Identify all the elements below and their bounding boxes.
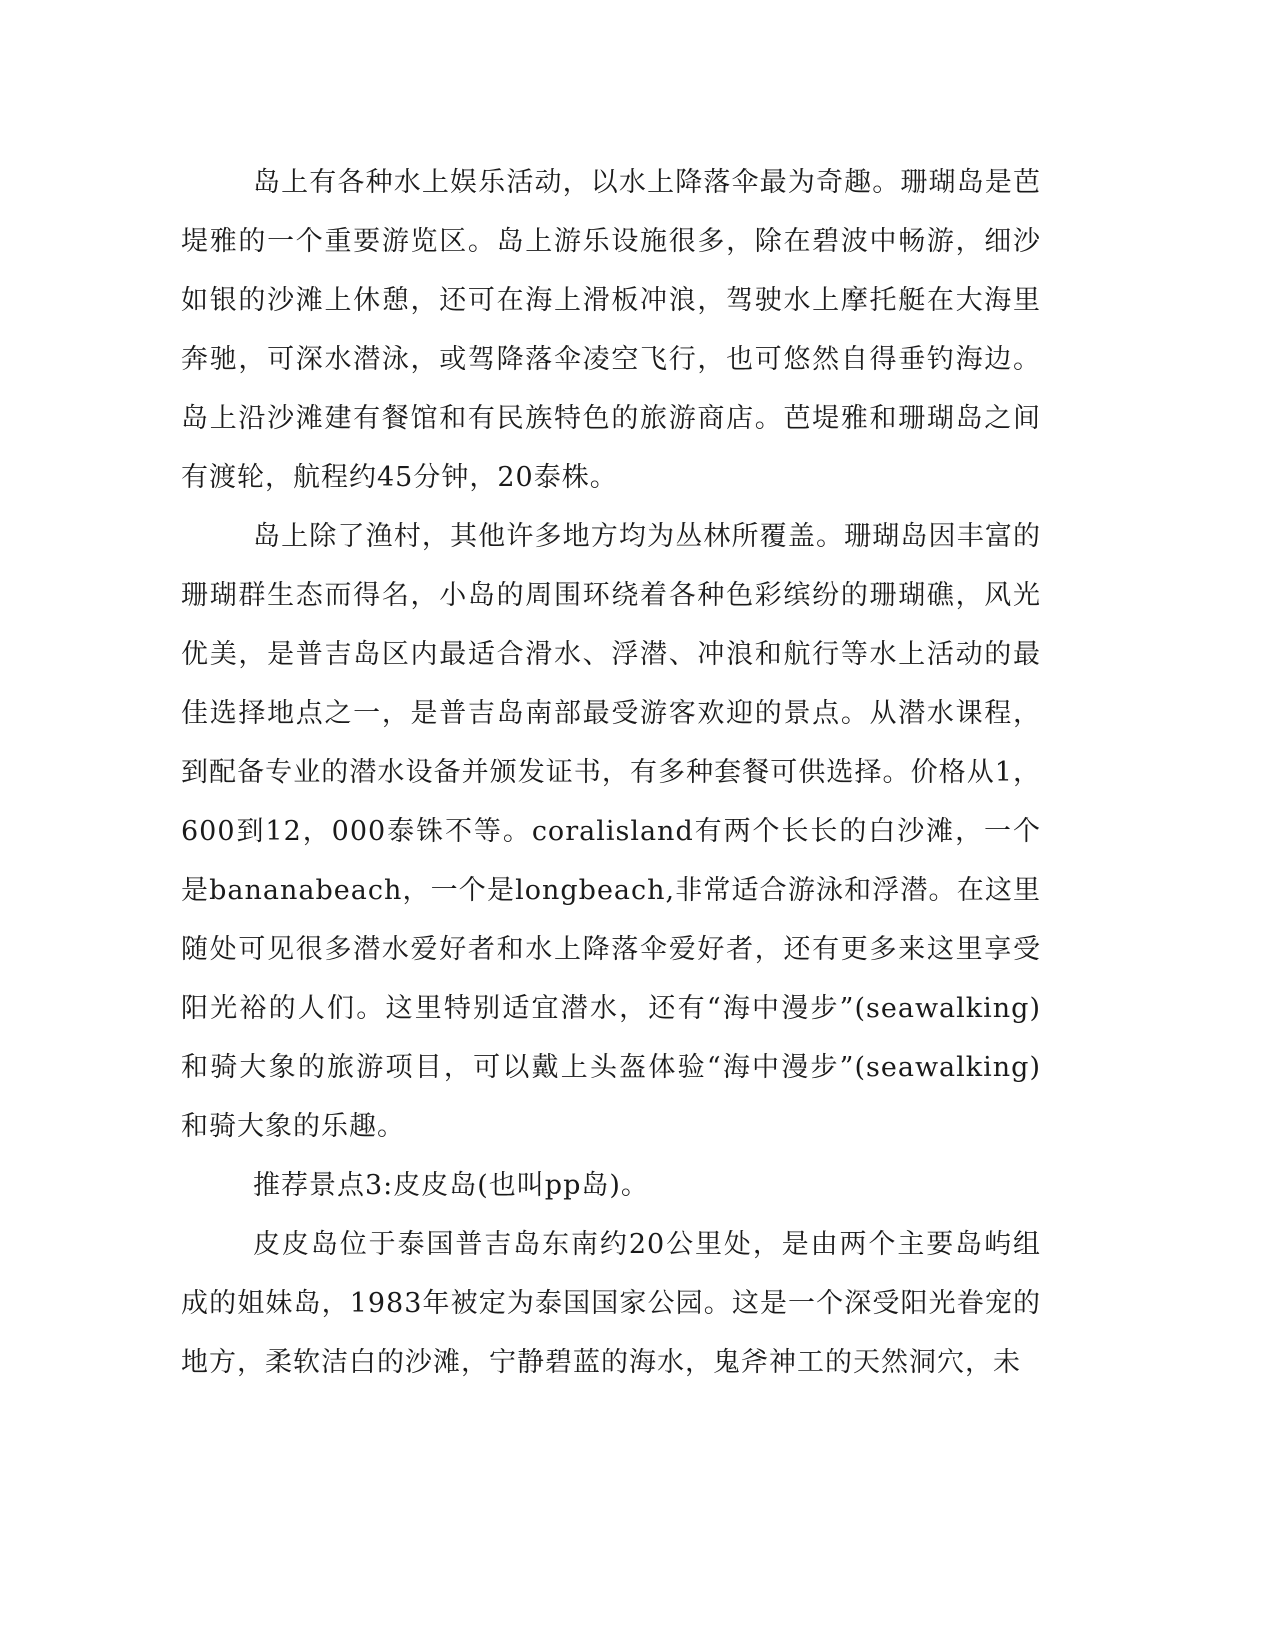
paragraph-coral-island-activities: 岛上有各种水上娱乐活动，以水上降落伞最为奇趣。珊瑚岛是芭堤雅的一个重要游览区。岛上游乐设施很多，除在碧波中畅游，细沙如银的沙滩上休憩，还可在海上滑板冲浪，驾驶水上摩托艇在大海里奔驰，可深水潜泳，或驾降落伞凌空飞行，也可悠然自得垂钓海边。岛上沿沙滩建有餐馆和有民族特色的旅游商店。芭堤雅和珊瑚岛之间有渡轮，航程约45分钟，20泰株。 <box>181 167 1041 493</box>
section-heading-phi-phi-island: 推荐景点3:皮皮岛(也叫pp岛)。 <box>253 1170 649 1201</box>
document-body <box>181 153 1041 1392</box>
paragraph-coral-island-ecology: 岛上除了渔村，其他许多地方均为丛林所覆盖。珊瑚岛因丰富的珊瑚群生态而得名，小岛的周围环绕着各种色彩缤纷的珊瑚礁，风光优美，是普吉岛区内最适合滑水、浮潜、冲浪和航行等水上活动的最佳选择地点之一，是普吉岛南部最受游客欢迎的景点。从潜水课程，到配备专业的潜水设备并颁发证书，有多种套餐可供选择。价格从1，600到12，000泰铢不等。coralisland有两个长长的白沙滩，一个是bananabeach，一个是longbeach,非常适合游泳和浮潜。在这里随处可见很多潜水爱好者和水上降落伞爱好者，还有更多来这里享受阳光裕的人们。这里特别适宜潜水，还有“海中漫步”(seawalking)和骑大象的旅游项目，可以戴上头盔体验“海中漫步”(seawalking)和骑大象的乐趣。 <box>181 521 1041 1142</box>
paragraph-phi-phi-island: 皮皮岛位于泰国普吉岛东南约20公里处，是由两个主要岛屿组成的姐妹岛，1983年被定为泰国国家公园。这是一个深受阳光眷宠的地方，柔软洁白的沙滩，宁静碧蓝的海水，鬼斧神工的天然洞穴，未 <box>181 1229 1041 1378</box>
